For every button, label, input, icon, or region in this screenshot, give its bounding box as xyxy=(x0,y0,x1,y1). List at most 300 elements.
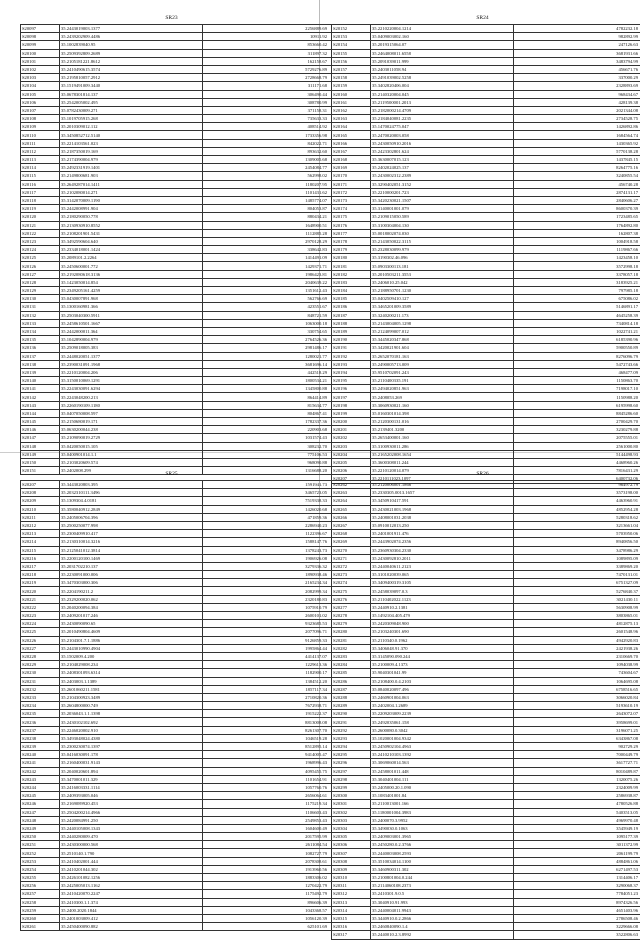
table-row xyxy=(332,270,640,278)
row-code: 35.2187350019.169 xyxy=(60,147,203,155)
row-code: 35.2102080014.271 xyxy=(60,188,203,196)
row-code: 35.2214103561.023 xyxy=(60,139,203,147)
table-row xyxy=(21,669,332,677)
row-code: 35.2120006001.1866 xyxy=(371,481,514,489)
table-row xyxy=(332,849,640,857)
row-id: S20206 xyxy=(332,467,371,475)
row-code: 35.2442008991.904 xyxy=(60,205,203,213)
row-amount: 864414.89 xyxy=(203,393,332,401)
row-amount: 220903.68 xyxy=(203,426,332,434)
row-code: 35.0416030091.178 xyxy=(60,751,203,759)
row-id: S20229 xyxy=(21,661,60,669)
row-id: S20107 xyxy=(21,106,60,114)
table-row xyxy=(332,857,640,865)
row-id: S20103 xyxy=(21,74,60,82)
row-id: S20280 xyxy=(332,628,371,636)
table-row xyxy=(21,221,332,229)
table-row xyxy=(21,882,332,890)
row-amount: 1648900.51 xyxy=(203,221,332,229)
row-code: 35.0430007891.968 xyxy=(60,295,203,303)
row-amount: 1094038.99 xyxy=(514,661,640,669)
table-row xyxy=(332,513,640,521)
row-amount: 4414137.07 xyxy=(203,652,332,660)
row-amount: 1063000.18 xyxy=(203,319,332,327)
row-id: S20234 xyxy=(21,702,60,710)
row-id: S20275 xyxy=(332,587,371,595)
row-id: S20245 xyxy=(21,792,60,800)
row-code: 35.2406010.25.042 xyxy=(371,278,514,286)
row-code: 35.2410490615.3574 xyxy=(60,65,203,73)
row-id: S20149 xyxy=(21,450,60,458)
row-id: S20228 xyxy=(21,652,60,660)
row-code: 35.2104029008.234 xyxy=(60,661,203,669)
table-row xyxy=(332,319,640,327)
row-id: S20134 xyxy=(21,327,60,335)
row-amount: 4852954.28 xyxy=(514,505,640,513)
row-id: S20309 xyxy=(332,865,371,873)
table-row xyxy=(332,685,640,693)
row-id: S20160 xyxy=(332,90,371,98)
row-id: S20259 xyxy=(21,906,60,914)
row-id: S20292 xyxy=(332,726,371,734)
row-id: S20166 xyxy=(332,139,371,147)
table-row xyxy=(332,783,640,791)
table-row xyxy=(332,603,640,611)
table-row xyxy=(21,352,332,360)
row-amount: 1101654.91 xyxy=(203,775,332,783)
row-code: 35.2390031091.1968 xyxy=(60,360,203,368)
row-id: S20273 xyxy=(332,571,371,579)
table-row xyxy=(21,246,332,254)
row-id: S20223 xyxy=(21,612,60,620)
row-id: S20312 xyxy=(332,890,371,898)
row-code: 35.1019705915.268 xyxy=(60,115,203,123)
row-code: 35.3290402051.3152 xyxy=(371,180,514,188)
row-amount: 1384512.20 xyxy=(203,677,332,685)
row-id: S20136 xyxy=(21,344,60,352)
row-id: S20282 xyxy=(332,644,371,652)
row-amount: 1089895.09 xyxy=(514,554,640,562)
row-id: S20183 xyxy=(332,278,371,286)
row-id: S20300 xyxy=(332,792,371,800)
table-row xyxy=(21,571,332,579)
row-id: S20214 xyxy=(21,538,60,546)
row-id: S20224 xyxy=(21,620,60,628)
row-code: 35.2500250077.998 xyxy=(60,521,203,529)
table-row xyxy=(21,74,332,82)
row-id: S20101 xyxy=(21,57,60,65)
row-code: 35.2243030091.6294 xyxy=(60,385,203,393)
row-code: 35.2542005002.495 xyxy=(60,98,203,106)
row-id: S20152 xyxy=(332,25,371,33)
row-code: 35.2403003.1.1389 xyxy=(60,677,203,685)
row-id: S20112 xyxy=(21,147,60,155)
row-id: S20173 xyxy=(332,196,371,204)
row-code: 35.2300409910.417 xyxy=(60,530,203,538)
row-code: 35.2409201017.246 xyxy=(60,612,203,620)
row-amount: 2764526.36 xyxy=(203,336,332,344)
table-row xyxy=(332,41,640,49)
row-code: 35.2010503211.3553 xyxy=(371,270,514,278)
row-amount: 3958699.01 xyxy=(514,718,640,726)
row-id: S20181 xyxy=(332,262,371,270)
row-amount: 3617727.71 xyxy=(514,759,640,767)
table-row xyxy=(332,571,640,579)
row-amount: 1588147.76 xyxy=(203,538,332,546)
row-amount: 562998.02 xyxy=(203,172,332,180)
row-amount: 7340814.18 xyxy=(514,319,640,327)
row-id: S20127 xyxy=(21,270,60,278)
row-code: 35.2110400335.191 xyxy=(371,377,514,385)
table-row xyxy=(21,368,332,376)
row-amount: 1082727.79 xyxy=(203,849,332,857)
table-row xyxy=(21,196,332,204)
row-amount: 2286940.23 xyxy=(203,521,332,529)
table-row xyxy=(21,824,332,832)
table-row xyxy=(21,393,332,401)
row-code: 35.2108400.0.4.2103 xyxy=(371,677,514,685)
panel-sr23 xyxy=(20,13,323,475)
row-amount: 775106.53 xyxy=(203,450,332,458)
row-id: S20128 xyxy=(21,278,60,286)
row-code: 35.2430300000.568 xyxy=(60,841,203,849)
table-row xyxy=(21,287,332,295)
row-code: 35.2408053.269 xyxy=(371,393,514,401)
row-amount: 968090.88 xyxy=(203,458,332,466)
table-row xyxy=(21,237,332,245)
table-row xyxy=(21,57,332,65)
row-id: S20151 xyxy=(21,467,60,475)
row-code: 35.2103240301.690 xyxy=(371,628,514,636)
row-id: S20102 xyxy=(21,65,60,73)
row-id: S20293 xyxy=(332,734,371,742)
table-row xyxy=(332,743,640,751)
row-code: 35.3460900311.302 xyxy=(371,865,514,873)
row-amount: 3183925.21 xyxy=(514,278,640,286)
row-amount: 471859.36 xyxy=(203,513,332,521)
row-id: S20260 xyxy=(21,914,60,922)
table-row xyxy=(21,898,332,906)
row-id: S20106 xyxy=(21,98,60,106)
row-code: 35.2494020851.963 xyxy=(371,385,514,393)
row-id: S20184 xyxy=(332,287,371,295)
row-id: S20140 xyxy=(21,377,60,385)
row-amount: 308232.70 xyxy=(203,442,332,450)
row-amount: 4651403.96 xyxy=(514,906,640,914)
row-amount: 1046519.28 xyxy=(203,734,332,742)
row-amount: 2165234.34 xyxy=(203,579,332,587)
row-amount: 1430365.92 xyxy=(514,139,640,147)
row-id: S20110 xyxy=(21,131,60,139)
row-id: S20143 xyxy=(21,401,60,409)
row-amount: 10911.92 xyxy=(203,33,332,41)
row-code: 35.2031702210.137 xyxy=(60,562,203,570)
row-code: 35.1423050014.854 xyxy=(60,278,203,286)
table-row xyxy=(332,221,640,229)
table-row xyxy=(21,538,332,546)
table-row xyxy=(332,530,640,538)
row-id: S20213 xyxy=(21,530,60,538)
row-id: S20297 xyxy=(332,767,371,775)
row-amount: 308780.99 xyxy=(203,98,332,106)
row-amount: 1351612.43 xyxy=(203,287,332,295)
row-amount: 902729.29 xyxy=(514,743,640,751)
row-code: 35.2458001011.448 xyxy=(371,767,514,775)
table-row xyxy=(21,702,332,710)
row-id: S20267 xyxy=(332,521,371,529)
row-id: S20175 xyxy=(332,213,371,221)
row-code: 35.0782430009.271 xyxy=(60,106,203,114)
row-id: S20117 xyxy=(21,188,60,196)
row-id: S20131 xyxy=(21,303,60,311)
row-amount: 1913960.56 xyxy=(203,865,332,873)
row-amount: 3229666.08 xyxy=(514,923,640,931)
row-amount: 1316688.20 xyxy=(203,467,332,475)
row-id: S20123 xyxy=(21,237,60,245)
row-code: 35.2410300.1.1.374 xyxy=(60,898,203,906)
row-amount: 3572998.18 xyxy=(514,262,640,270)
row-amount: 1119867.66 xyxy=(514,246,640,254)
row-code: 35.9040301041.99 xyxy=(371,669,514,677)
row-code: 35.1180001004.3983 xyxy=(371,808,514,816)
row-amount: 1043368.57 xyxy=(203,906,332,914)
row-code: 35.3445020347.868 xyxy=(371,336,514,344)
row-code: 35.2143050022.3115 xyxy=(371,237,514,245)
row-amount: 1280021.77 xyxy=(203,352,332,360)
table-row xyxy=(332,505,640,513)
row-code: 35.2109090019.2729 xyxy=(60,434,203,442)
row-id: S20219 xyxy=(21,579,60,587)
table-row xyxy=(332,914,640,922)
row-code: 35.2490005713.009 xyxy=(371,360,514,368)
row-id: S20314 xyxy=(332,906,371,914)
row-amount: 4645258.39 xyxy=(514,311,640,319)
table-row xyxy=(332,82,640,90)
row-amount: 2970128.29 xyxy=(203,237,332,245)
row-id: S20307 xyxy=(332,849,371,857)
table-row xyxy=(332,409,640,417)
row-amount: 2320180.83 xyxy=(203,595,332,603)
row-code: 35.9510702091.243 xyxy=(371,368,514,376)
row-code: 35.2140320004.045 xyxy=(371,90,514,98)
row-amount: 1320075.26 xyxy=(514,775,640,783)
row-id: S20265 xyxy=(332,505,371,513)
row-code: 35.3040910.91.993 xyxy=(371,898,514,906)
table-row xyxy=(332,808,640,816)
row-id: S20139 xyxy=(21,368,60,376)
row-amount: 2874131.17 xyxy=(514,188,640,196)
table-row xyxy=(21,857,332,865)
row-code: 35.2460840090.1.4 xyxy=(371,923,514,931)
row-id: S20203 xyxy=(332,442,371,450)
row-amount: 2310669.70 xyxy=(514,652,640,660)
row-id: S20230 xyxy=(21,669,60,677)
row-code: 35.2165202008.1654 xyxy=(371,450,514,458)
table-row xyxy=(332,833,640,841)
row-amount: 2324009.99 xyxy=(514,783,640,791)
table-row xyxy=(332,106,640,114)
table-row xyxy=(332,923,640,931)
row-amount: 1591941.73 xyxy=(203,481,332,489)
table-row xyxy=(332,147,640,155)
row-amount: 1004918.58 xyxy=(514,237,640,245)
table-row xyxy=(21,344,332,352)
table-row xyxy=(21,595,332,603)
table-row xyxy=(332,890,640,898)
row-code: 35.2110013001.166 xyxy=(371,800,514,808)
row-code: 35.2450600001.772 xyxy=(60,262,203,270)
table-row xyxy=(21,213,332,221)
row-code: 35.2425005013.1162 xyxy=(60,882,203,890)
row-id: S20195 xyxy=(332,377,371,385)
table-row xyxy=(332,65,640,73)
row-id: S20249 xyxy=(21,824,60,832)
row-code: 35.0630200044.238 xyxy=(60,426,203,434)
row-id: S20263 xyxy=(332,489,371,497)
row-code: 35.1002839040.95 xyxy=(60,41,203,49)
table-row xyxy=(21,906,332,914)
row-amount: 5472743.66 xyxy=(514,360,640,368)
row-amount: 2549853.43 xyxy=(203,816,332,824)
row-amount: 428139.38 xyxy=(514,98,640,106)
row-id: S20196 xyxy=(332,385,371,393)
row-amount: 9323685.53 xyxy=(203,620,332,628)
row-code: 35.2105181221.8612 xyxy=(60,57,203,65)
row-id: S20270 xyxy=(332,546,371,554)
row-id: S20226 xyxy=(21,636,60,644)
table-row xyxy=(21,636,332,644)
row-code: 35.0409003002.160 xyxy=(371,33,514,41)
row-code: 35.3630007015.123 xyxy=(371,156,514,164)
row-id: S20243 xyxy=(21,775,60,783)
table-row xyxy=(332,311,640,319)
row-amount: 1995864.44 xyxy=(203,644,332,652)
row-amount: 247126.63 xyxy=(514,41,640,49)
row-amount: 968434.67 xyxy=(514,90,640,98)
row-id: S20207 xyxy=(21,481,60,489)
row-id: S20193 xyxy=(332,360,371,368)
row-amount: 982892.99 xyxy=(514,33,640,41)
row-code: 35.2210111023.1097 xyxy=(371,475,514,483)
row-id: S20126 xyxy=(21,262,60,270)
row-code: 35.2243048200.213 xyxy=(60,393,203,401)
row-id: S20255 xyxy=(21,874,60,882)
row-code: 35.2503040300.5911 xyxy=(60,311,203,319)
row-amount: 1095177.39 xyxy=(514,833,640,841)
row-id: S20177 xyxy=(332,229,371,237)
table-row xyxy=(332,620,640,628)
row-code: 35.2125041012.3814 xyxy=(60,546,203,554)
row-code: 35.2130930910.8552 xyxy=(60,221,203,229)
row-amount: 2078308.61 xyxy=(203,857,332,865)
table-row xyxy=(332,74,640,82)
table-row xyxy=(21,336,332,344)
row-code: 35.1309304.4.0181 xyxy=(60,497,203,505)
row-id: S20288 xyxy=(332,693,371,701)
table-row xyxy=(332,546,640,554)
row-code: 35.2150680019.171 xyxy=(60,418,203,426)
row-amount: 311897.32 xyxy=(203,49,332,57)
row-amount: 9126859.33 xyxy=(203,636,332,644)
row-code: 35.2492035061.158 xyxy=(371,718,514,726)
row-amount: 1182900.17 xyxy=(203,669,332,677)
row-amount: 2061199.79 xyxy=(514,849,640,857)
row-amount: 3681696.14 xyxy=(203,360,332,368)
row-code: 35.2604800000.749 xyxy=(60,702,203,710)
row-amount: 442518.29 xyxy=(203,368,332,376)
row-amount: 1800534.21 xyxy=(203,377,332,385)
row-id: S20191 xyxy=(332,344,371,352)
table-row xyxy=(332,775,640,783)
row-id: S20294 xyxy=(332,743,371,751)
row-code: 35.2653400001.160 xyxy=(371,434,514,442)
row-id: S20253 xyxy=(21,857,60,865)
panel-title: SR26 xyxy=(331,469,634,480)
row-id: S20115 xyxy=(21,172,60,180)
row-code: 35.3100304004.130 xyxy=(371,221,514,229)
row-id: S20144 xyxy=(21,409,60,417)
row-amount: 1782337.36 xyxy=(203,418,332,426)
table-row xyxy=(332,710,640,718)
row-id: S20168 xyxy=(332,156,371,164)
row-amount: 625101.69 xyxy=(203,923,332,931)
row-code: 35.3145090.090.244 xyxy=(371,652,514,660)
table-row xyxy=(332,882,640,890)
table-row xyxy=(21,41,332,49)
row-amount: 1031574.43 xyxy=(203,434,332,442)
row-amount: 1314406.17 xyxy=(514,874,640,882)
row-id: S20317 xyxy=(332,931,371,939)
row-id: S20287 xyxy=(332,685,371,693)
table-row xyxy=(332,385,640,393)
row-code: 35.3580040912.2849 xyxy=(60,505,203,513)
row-id: S20167 xyxy=(332,147,371,155)
table-row xyxy=(21,49,332,57)
row-code: 35.3470303000.306 xyxy=(60,579,203,587)
table-row xyxy=(332,669,640,677)
row-code: 35.2410201044.302 xyxy=(60,865,203,873)
row-code: 35.2230091000.006 xyxy=(60,571,203,579)
table-row xyxy=(21,652,332,660)
row-amount: 4468960.26 xyxy=(514,458,640,466)
row-code: 35.2010309012.112 xyxy=(60,123,203,131)
row-amount: 797985.18 xyxy=(514,287,640,295)
row-amount: 3021430.11 xyxy=(514,595,640,603)
row-id: S20165 xyxy=(332,131,371,139)
row-code: 35.2108201901.5431 xyxy=(60,229,203,237)
row-code: 35.3140001001.079 xyxy=(371,205,514,213)
row-code: 35.2408001031.2038 xyxy=(371,513,514,521)
table-row xyxy=(332,287,640,295)
table-row xyxy=(332,303,640,311)
row-code: 35.2440010.2.3.8992 xyxy=(371,931,514,939)
table-row xyxy=(21,360,332,368)
row-id: S20286 xyxy=(332,677,371,685)
row-amount: 330754.65 xyxy=(203,327,332,335)
row-id: S20262 xyxy=(332,481,371,489)
table-row xyxy=(332,377,640,385)
row-id: S20164 xyxy=(332,123,371,131)
row-code: 35.2470020003.058 xyxy=(371,131,514,139)
row-code: 35.2110402022.1123 xyxy=(371,595,514,603)
row-amount: 1112885.28 xyxy=(203,229,332,237)
row-code: 35.2440003008.2593 xyxy=(371,849,514,857)
row-code: 35.3470001011.329 xyxy=(60,775,203,783)
row-code: 35.2329200020.062 xyxy=(60,595,203,603)
row-amount: 3389869.20 xyxy=(514,562,640,570)
row-code: 35.2246020002.910 xyxy=(60,726,203,734)
row-amount: 5144498.93 xyxy=(514,450,640,458)
